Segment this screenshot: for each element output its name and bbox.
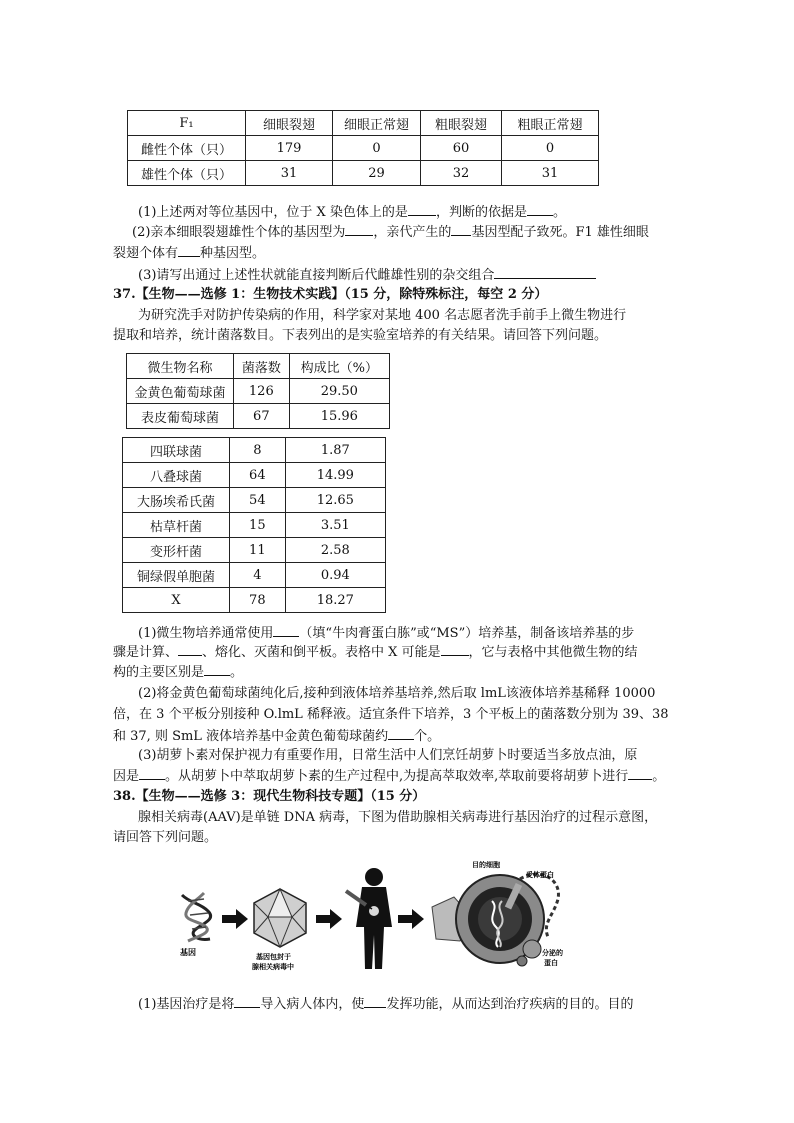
answer-blank[interactable] xyxy=(178,643,202,656)
table-cell: 29 xyxy=(333,161,421,186)
q38-intro-line2: 请回答下列问题。 xyxy=(113,830,218,845)
table-row xyxy=(127,404,390,429)
table-header-cell: 粗眼裂翅 xyxy=(421,111,502,136)
answer-blank[interactable] xyxy=(139,767,165,780)
figure-label-gene: 基因 xyxy=(180,948,196,957)
table-cell: 54 xyxy=(230,488,286,513)
q38-heading: 38.【生物——选修 3：现代生物科技专题】（15 分） xyxy=(113,789,426,804)
table-header-cell: 微生物名称 xyxy=(127,354,234,379)
answer-blank[interactable] xyxy=(628,767,652,780)
table-cell: 金黄色葡萄球菌 xyxy=(127,379,234,404)
table-cell: X xyxy=(123,588,230,613)
microbe-table-2 xyxy=(122,437,386,613)
figure-label-receptor: 受体蛋白 xyxy=(526,871,554,879)
table-row xyxy=(123,538,386,563)
table-cell: 64 xyxy=(230,463,286,488)
table-header-cell: F₁ xyxy=(128,111,246,136)
answer-blank[interactable] xyxy=(364,995,386,1008)
table-cell: 78 xyxy=(230,588,286,613)
q37-intro-line2: 提取和培养，统计菌落数目。下表列出的是实验室培养的有关结果。请回答下列问题。 xyxy=(113,328,608,343)
answer-blank[interactable] xyxy=(408,203,436,216)
table-cell: 67 xyxy=(233,404,289,429)
table-row xyxy=(123,488,386,513)
virus-capsid-icon xyxy=(254,889,306,947)
table-row xyxy=(123,513,386,538)
q37-part2-line2: 倍，在 3 个平板分别接种 O.lmL 稀释液。适宜条件下培养，3 个平板上的菌落数分别为 39、38 xyxy=(113,707,669,722)
table-header-cell: 构成比（%） xyxy=(289,354,389,379)
table-cell: 11 xyxy=(230,538,286,563)
table-row xyxy=(128,111,599,136)
table-cell: 铜绿假单胞菌 xyxy=(123,563,230,588)
arrow-right-icon xyxy=(316,909,342,929)
table-cell: 31 xyxy=(246,161,333,186)
dna-icon xyxy=(182,893,211,941)
q36-part1: (1)上述两对等位基因中，位于 X 染色体上的是 ，判断的依据是 。 xyxy=(138,205,566,220)
table-cell: 15 xyxy=(230,513,286,538)
figure-label-target-cell: 目的细胞 xyxy=(472,861,500,869)
arrow-right-icon xyxy=(398,909,424,929)
table-cell: 八叠球菌 xyxy=(123,463,230,488)
answer-blank[interactable] xyxy=(527,203,553,216)
table-cell: 4 xyxy=(230,563,286,588)
table-cell: 29.50 xyxy=(289,379,389,404)
answer-blank[interactable] xyxy=(345,223,373,236)
answer-blank[interactable] xyxy=(234,995,260,1008)
table-row xyxy=(127,354,390,379)
q38-part1-line1: (1)基因治疗是将 导入病人体内，使 发挥功能，从而达到治疗疾病的目的。目的 xyxy=(138,997,634,1012)
target-cell-icon xyxy=(432,875,544,966)
table-cell: 表皮葡萄球菌 xyxy=(127,404,234,429)
table-cell: 大肠埃希氏菌 xyxy=(123,488,230,513)
table-row xyxy=(128,136,599,161)
q36-part3: (3)请写出通过上述性状就能直接判断后代雌雄性别的杂交组合 xyxy=(138,266,596,284)
table-cell: 3.51 xyxy=(285,513,385,538)
answer-blank[interactable] xyxy=(451,223,471,236)
gene-therapy-figure xyxy=(170,857,690,975)
table-cell: 枯草杆菌 xyxy=(123,513,230,538)
table-cell: 31 xyxy=(502,161,599,186)
q36-part2-line1: (2)亲本细眼裂翅雄性个体的基因型为 ，亲代产生的 基因型配子致死。F1 雄性细眼 xyxy=(132,225,649,240)
figure-label-packaged-2: 腺相关病毒中 xyxy=(252,963,294,971)
patient-silhouette-icon xyxy=(356,868,392,969)
figure-label-secreted-1: 分泌的 xyxy=(542,949,563,957)
table-row xyxy=(127,379,390,404)
table-row xyxy=(123,463,386,488)
table-cell: 12.65 xyxy=(285,488,385,513)
answer-blank[interactable] xyxy=(273,624,299,637)
table-row xyxy=(123,563,386,588)
table-cell: 15.96 xyxy=(289,404,389,429)
table-cell: 0 xyxy=(502,136,599,161)
table-cell: 0 xyxy=(333,136,421,161)
figure-label-packaged-1: 基因包封于 xyxy=(256,953,291,961)
q37-part1-line2: 骤是计算、 、熔化、灭菌和倒平板。表格中 X 可能是 ，它与表格中其他微生物的结 xyxy=(113,645,638,660)
q37-intro-line1: 为研究洗手对防护传染病的作用，科学家对某地 400 名志愿者洗手前手上微生物进行 xyxy=(138,308,627,323)
q37-part1-line1: (1)微生物培养通常使用 （填“牛肉膏蛋白胨”或“MS”）培养基，制备该培养基的步 xyxy=(138,626,635,641)
table-cell: 60 xyxy=(421,136,502,161)
table-cell: 1.87 xyxy=(285,438,385,463)
table-cell: 14.99 xyxy=(285,463,385,488)
f1-table xyxy=(127,110,599,186)
answer-blank[interactable] xyxy=(494,266,596,279)
table-cell: 32 xyxy=(421,161,502,186)
table-cell: 雄性个体（只） xyxy=(128,161,246,186)
arrow-right-icon xyxy=(222,909,248,929)
table-row xyxy=(123,438,386,463)
table-cell: 雌性个体（只） xyxy=(128,136,246,161)
q37-heading: 37.【生物——选修 1：生物技术实践】（15 分，除特殊标注，每空 2 分） xyxy=(113,287,548,302)
table-header-cell: 细眼裂翅 xyxy=(246,111,333,136)
figure-label-secreted-2: 蛋白 xyxy=(544,959,558,967)
answer-blank[interactable] xyxy=(178,244,200,257)
q37-part2-line3: 和 37, 则 SmL 液体培养基中金黄色葡萄球菌约 个。 xyxy=(113,729,441,744)
table-row xyxy=(123,588,386,613)
q38-intro-line1: 腺相关病毒(AAV)是单链 DNA 病毒，下图为借助腺相关病毒进行基因治疗的过程示意图， xyxy=(138,810,658,825)
table-header-cell: 菌落数 xyxy=(233,354,289,379)
q36-part2-line2: 裂翅个体有 种基因型。 xyxy=(113,246,266,261)
table-cell: 变形杆菌 xyxy=(123,538,230,563)
q37-part3-line1: (3)胡萝卜素对保护视力有重要作用，日常生活中人们烹饪胡萝卜时要适当多放点油，原 xyxy=(138,748,638,763)
table-cell: 四联球菌 xyxy=(123,438,230,463)
table-cell: 18.27 xyxy=(285,588,385,613)
table-header-cell: 细眼正常翅 xyxy=(333,111,421,136)
q37-part2-line1: (2)将金黄色葡萄球菌纯化后,接种到液体培养基培养,然后取 lmL该液体培养基稀释 10000 xyxy=(138,686,656,701)
table-cell: 126 xyxy=(233,379,289,404)
q37-part3-line2: 因是 。从胡萝卜中萃取胡萝卜素的生产过程中,为提高萃取效率,萃取前要将胡萝卜进行 。 xyxy=(113,769,666,784)
microbe-table-1 xyxy=(126,353,390,429)
table-header-cell: 粗眼正常翅 xyxy=(502,111,599,136)
q37-part1-line3: 构的主要区别是 。 xyxy=(113,665,244,680)
table-row xyxy=(128,161,599,186)
table-cell: 179 xyxy=(246,136,333,161)
table-cell: 0.94 xyxy=(285,563,385,588)
answer-blank[interactable] xyxy=(441,643,469,656)
answer-blank[interactable] xyxy=(388,727,414,740)
answer-blank[interactable] xyxy=(204,663,230,676)
table-cell: 2.58 xyxy=(285,538,385,563)
table-cell: 8 xyxy=(230,438,286,463)
